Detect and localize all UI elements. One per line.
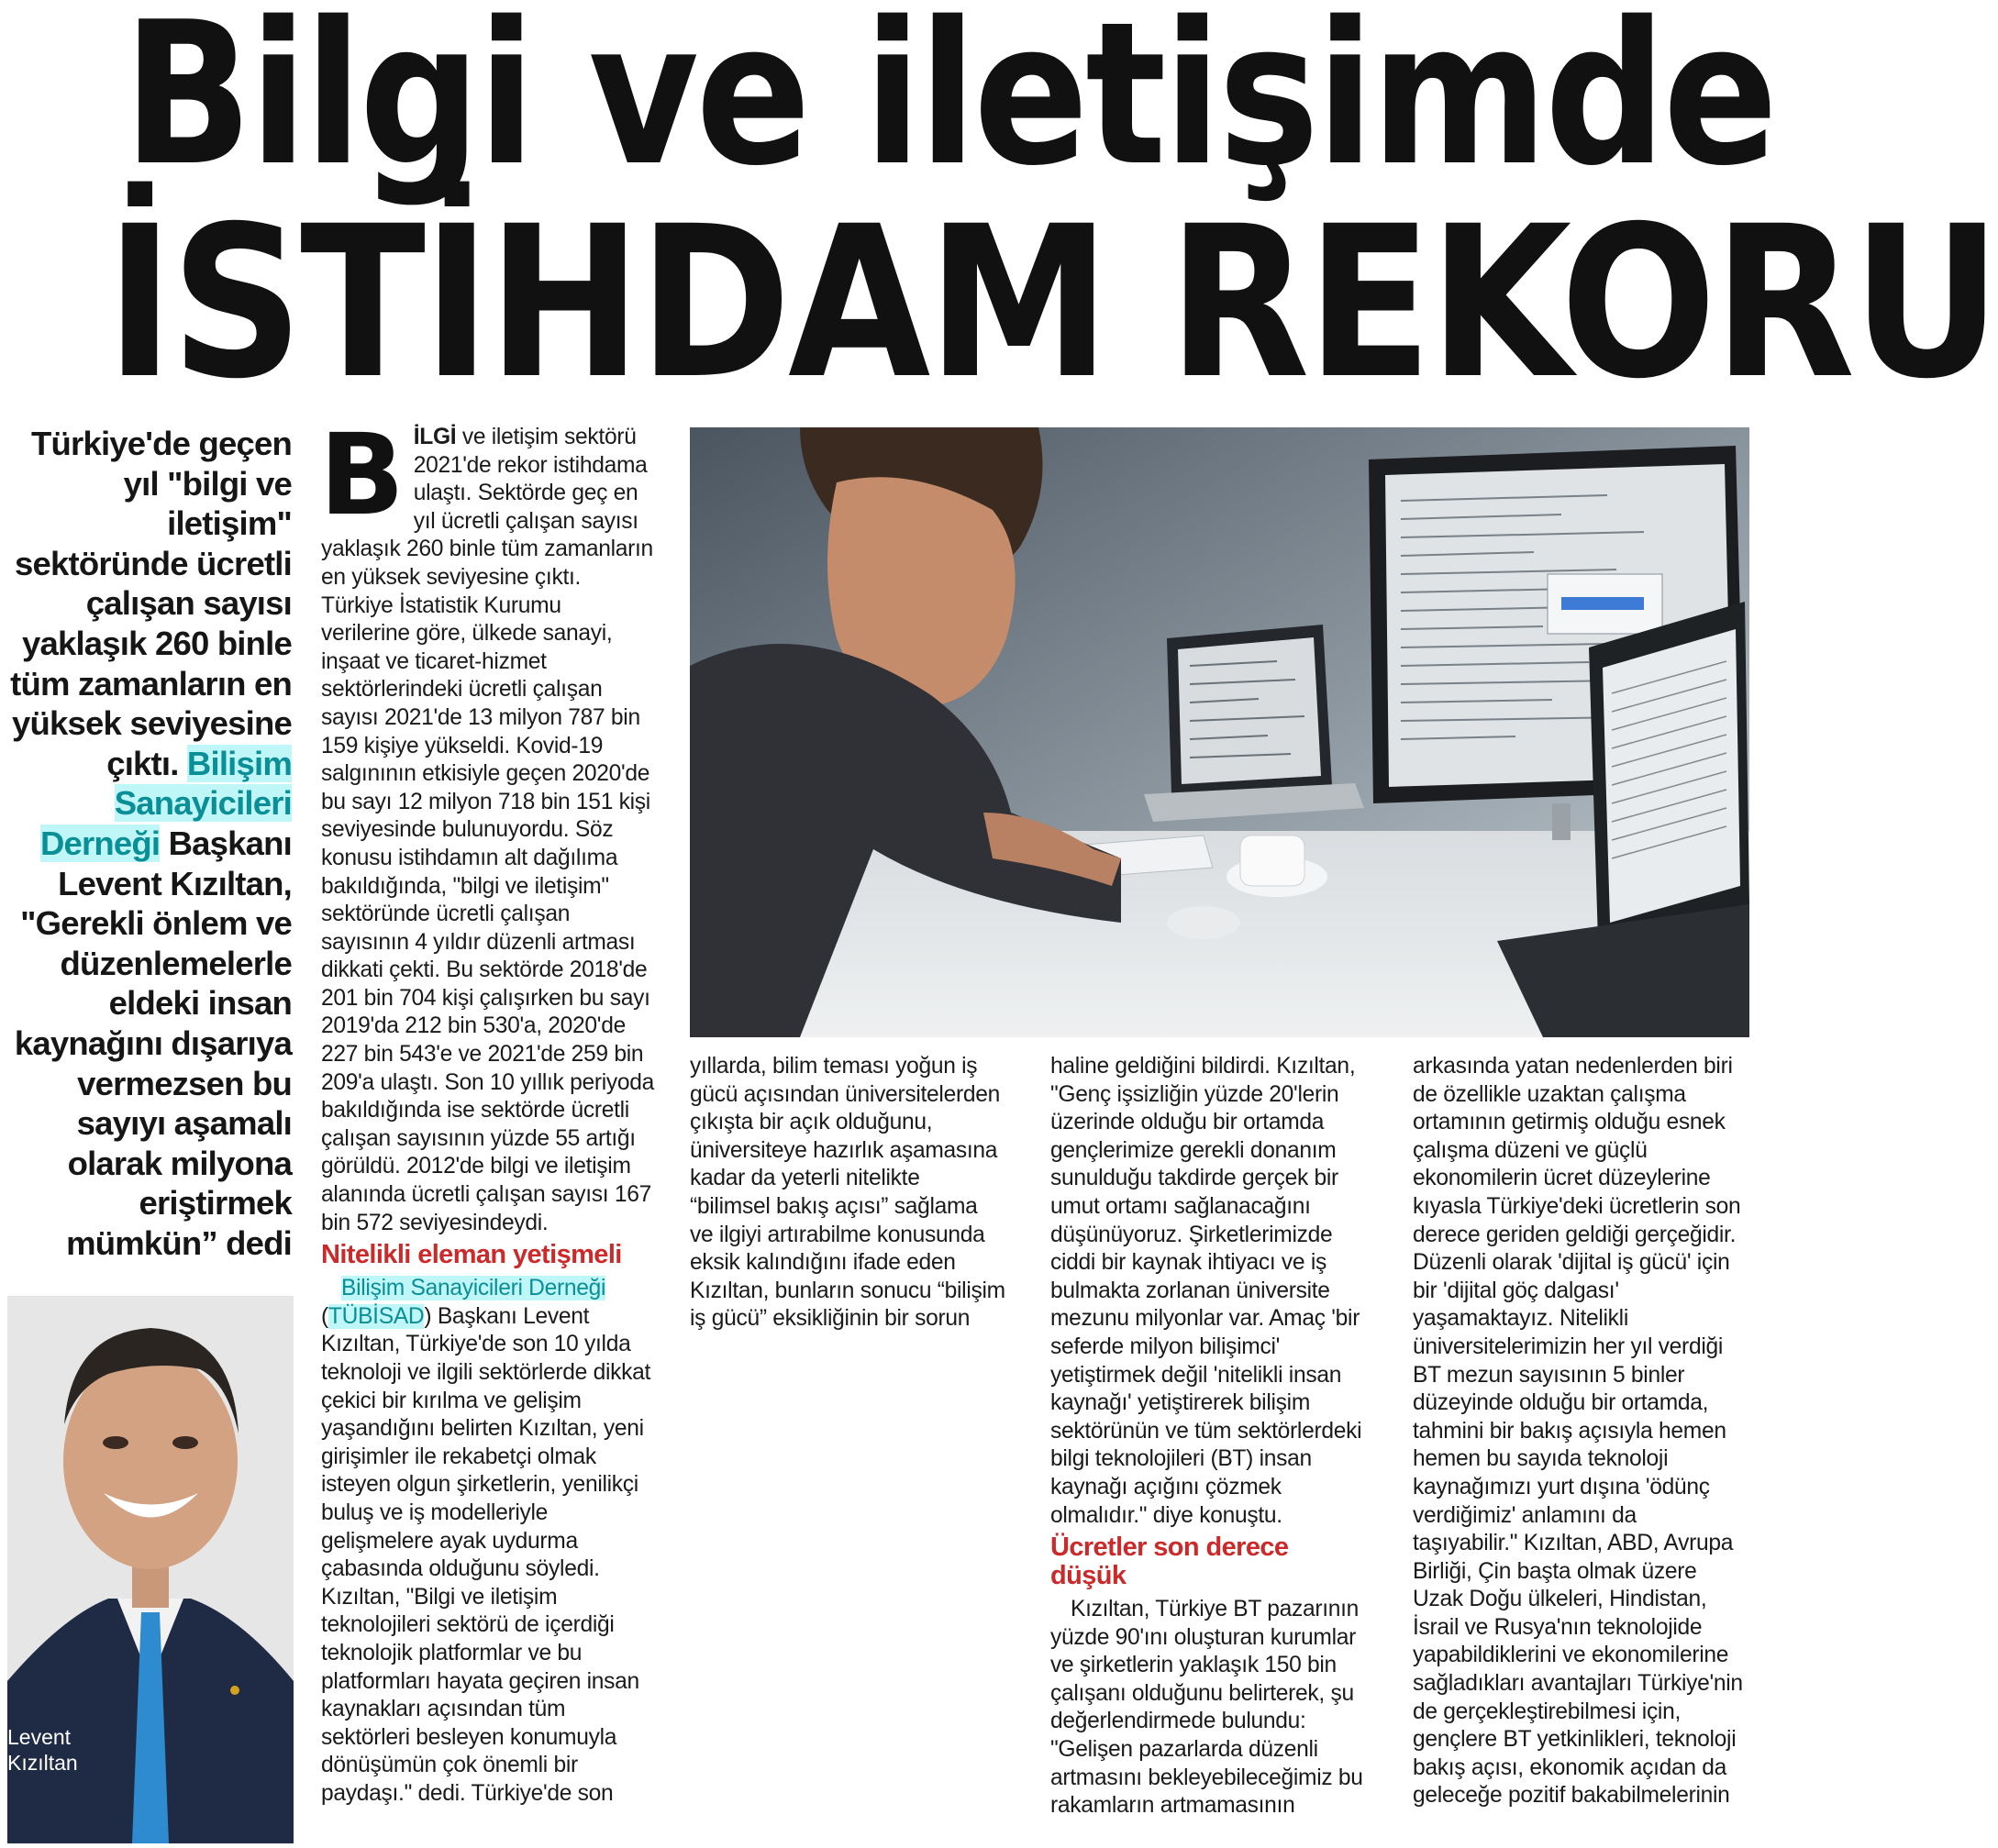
article-paragraph-4: arkasında yatan nedenlerden biri de özellikle uzaktan çalışma ortamının getirmiş olduğu esnek çalışma düzeni ve güçlü ekonomilerin ücret düzeylerine kıyasla Türkiye'deki ücretlerin son derece geriden geldiği gerçeğidir. Düzenli olarak 'dijital iş gücü' için bir 'dijital göç dalgası' yaşamaktayız. Nitelikli üniversitelerimizin her yıl verdiği BT mezun sayısının 5 binler düzeyinde olduğu bir ortamda, tahmini bir bakış açısıyla hemen hemen bu sayıda teknoloji kaynağımızı yurt dışına 'ödünç verdiğimiz' anlamını da taşıyabilir." Kızıltan, ABD, Avrupa Birliği, Çin başta olmak üzere Uzak Doğu ülkeleri, Hindistan, İsrail ve Rusya'nın teknolojide yapabildiklerini ve ekonomilerine sağladıkları avantajları Türkiye'nin de gerçekleştirebilmesi için, gençlere BT yetkinlikleri, teknoloji bakış açısı, ekonomik açıdan da geleceğe pozitif bakabilmelerinin: [1413, 1054, 1743, 1809]
photo-illustration: [690, 427, 1749, 1037]
article-paragraph-4-start: Kızıltan, Türkiye BT pazarının yüzde 90'ını oluşturan kurumlar ve şirketlerin yaklaşık 150 bin çalışanı olduğunu belirterek, şu değerlendirmede bulundu: "Gelişen pazarlarda düzenli artmasını bekleyebileceğimiz bu rakamların artmamasının: [1050, 1597, 1363, 1819]
subhead-nitelikli: Nitelikli eleman yetişmeli: [321, 1240, 622, 1270]
highlight-link-tubisad[interactable]: TÜBİSAD: [327, 1303, 425, 1329]
headline-line-2: İSTİHDAM REKORU: [105, 181, 1998, 425]
article-column-1: [319, 410, 656, 1809]
paragraph-1-text: ve iletişim sektörü 2021'de rekor istihdama ulaştı. Sektörde geç en yıl ücretli çalışan sayısı yaklaşık 260 binle tüm zamanların en yüksek seviyesine çıktı. Türkiye İstatistik Kurumu verilerine göre, ülkede sanayi, inşaat ve ticaret-hizmet sektörlerindeki ücretli çalışan sayısı 2021'de 13 milyon 787 bin 159 kişiye yükseldi. Kovid-19 salgınının etkisiyle geçen 2020'de bu sayı 12 milyon 718 bin 151 kişi seviyesinde bulunuyordu. Söz konusu istihdamın alt dağılıma bakıldığında, "bilgi ve iletişim" sektöründe ücretli çalışan sayısının 4 yıldır düzenli artması dikkati çekti. Bu sektörde 2018'de 201 bin 704 kişi çalışırken bu sayı 2019'da 212 bin 530'a, 2020'de 227 bin 543'e ve 2021'de 259 bin 209'a ulaştı. Son 10 yıllık periyoda bakıldığında ise sektörde ücretli çalışan sayısının yüzde 55 artığı görüldü. 2012'de bilgi ve iletişim alanında ücretli çalışan sayısı 167 bin 572 seviyesindeydi.: [321, 425, 655, 1235]
paren-open: (: [321, 1303, 328, 1329]
subhead-ucretler: Ücretler son derece düşük: [1050, 1533, 1289, 1591]
lead-smallcaps: İLGİ: [413, 425, 457, 449]
article-paragraph-1: [319, 410, 656, 1237]
article-paragraph-2-cont-2: haline geldiğini bildirdi. Kızıltan, "Genç işsizliğin yüzde 20'lerin üzerinde olduğu bir ortamda gençlerimize gerekli donanım sunulduğu takdirde gerçek bir umut ortamı sağlanacağını düşünüyoruz. Şirketlerimizde ciddi bir kaynak ihtiyacı ve iş bulmakta zorlanan üniversite mezunu milyonlar var. Amaç 'bir seferde milyon bilişimci' yetiştirmek değil 'nitelikli insan kaynağı' yetiştirerek bilişim sektörünün ve tüm sektörlerdeki bilgi teknolojileri (BT) insan kaynağı açığını çözmek olmalıdır." diye konuştu.: [1050, 1054, 1362, 1528]
article-column-2: [690, 1053, 1005, 1333]
headline-line-1: Bilgi ve iletişimde: [123, 0, 1775, 209]
spot-summary: [9, 424, 292, 1263]
caption-line-1: Levent: [7, 1725, 72, 1749]
article-column-3: [1050, 1053, 1367, 1820]
paragraph-2-text: ) Başkanı Levent Kızıltan, Türkiye'de son 10 yılda teknoloji ve ilgili sektörlerde dikkat çekici bir kırılma ve gelişim yaşandığını belirten Kızıltan, yeni girişimler ile rekabetçi olmak isteyen olgun şirketlerin, yenilikçi buluş ve iş modelleriyle gelişmelere ayak uydurma çabasında olduğunu söyledi. Kızıltan, "Bilgi ve iletişim teknolojileri sektörü de içerdiği teknolojik platformlar ve bu platformları hayata geçiren insan kaynakları açısından tüm sektörleri besleyen konumuyla dönüşümün çok önemli bir paydaşı." dedi. Türkiye'de son: [321, 1303, 651, 1806]
article-column-4: [1413, 1053, 1743, 1810]
spot-highlight-link[interactable]: Bilişim Sanayicileri Derneği: [39, 744, 292, 862]
article-paragraph-2-cont: yıllarda, bilim teması yoğun iş gücü açısından üniversitelerden çıkışta bir açık olduğunu, üniversiteye hazırlık aşamasına kadar da yeterli nitelikte “bilimsel bakış açısı” sağlama ve ilgiyi artırabilme konusunda eksik kalındığını ifade eden Kızıltan, bunların sonucu “bilişim iş gücü” eksikliğinin bir sorun: [690, 1054, 1005, 1332]
spot-text-before: Türkiye'de geçen yıl "bilgi ve iletişim" sektöründe ücretli çalışan sayısı yaklaşık 260 binle tüm zamanların en yüksek seviyesine çıktı.: [10, 425, 292, 782]
portrait-caption: [7, 1724, 117, 1776]
spot-text-after: Başkanı Levent Kızıltan, "Gerekli önlem ve düzenlemelerle eldeki insan kaynağını dışarıya vermezsen bu sayıyı aşamalı olarak milyona eriştirmek mümkün” dedi: [14, 824, 292, 1262]
article-paragraph-2-start: [321, 1275, 656, 1808]
article-photo: [690, 427, 1749, 1037]
drop-cap: B: [319, 410, 405, 540]
caption-line-2: Kızıltan: [7, 1751, 78, 1775]
highlight-link-association[interactable]: Bilişim Sanayicileri Derneği: [341, 1276, 606, 1301]
